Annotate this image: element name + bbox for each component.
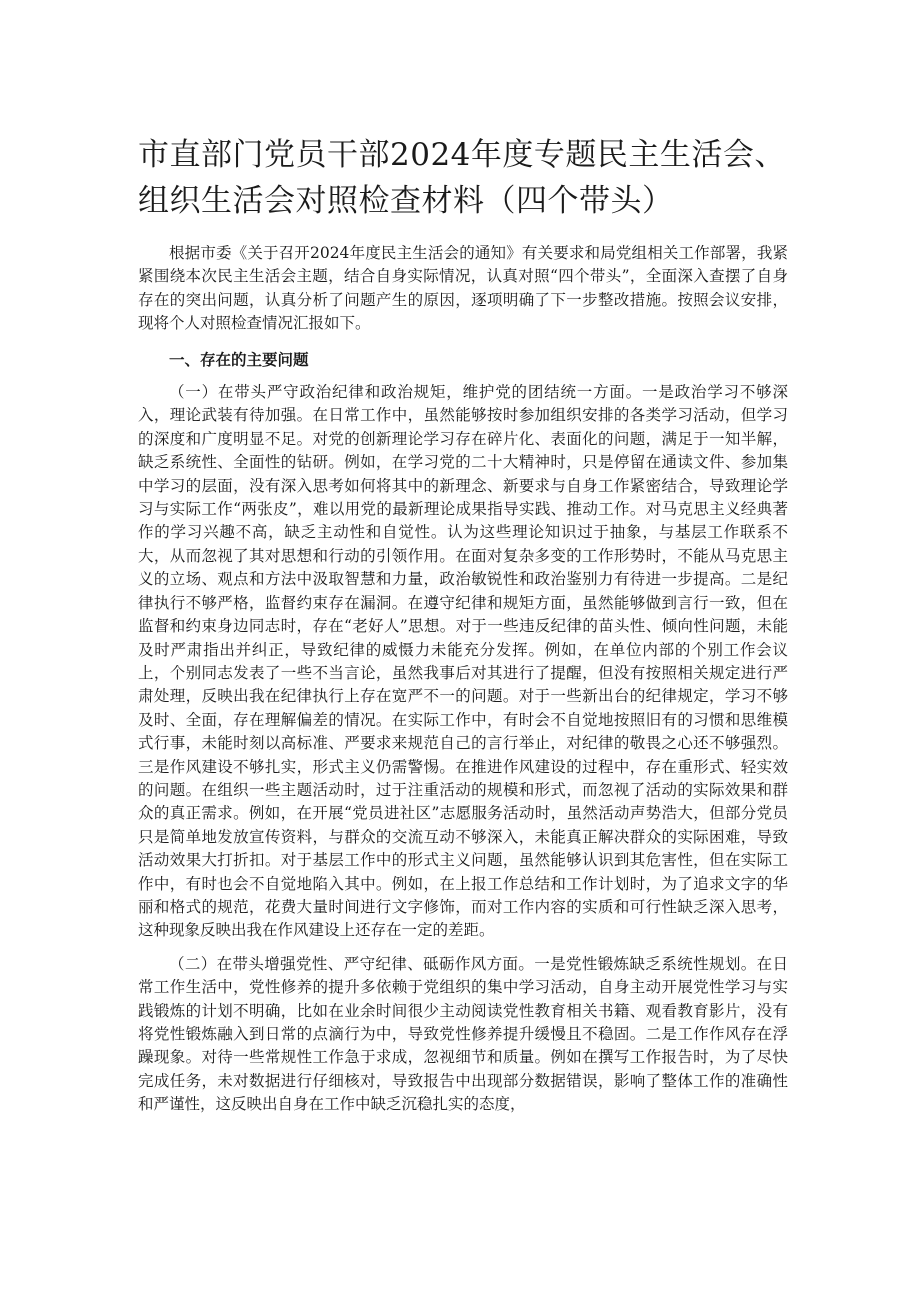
- item-2-paragraph: （二）在带头增强党性、严守纪律、砥砺作风方面。一是党性锻炼缺乏系统性规划。在日常工作生活中，党性修养的提升多依赖于党组织的集中学习活动，自身主动开展党性学习与实践锻炼的计划不明确，比如在业余时间很少主动阅读党性教育相关书籍、观看教育影片，没有将党性锻炼融入到日常的点滴行为中，导致党性修养提升缓慢且不稳固。二是工作作风存在浮躁现象。对待一些常规性工作急于求成，忽视细节和质量。例如在撰写工作报告时，为了尽快完成任务，未对数据进行仔细核对，导致报告中出现部分数据错误，影响了整体工作的准确性和严谨性，这反映出自身在工作中缺乏沉稳扎实的态度，: [138, 954, 788, 1114]
- item-1-paragraph: （一）在带头严守政治纪律和政治规矩，维护党的团结统一方面。一是政治学习不够深入，理论武装有待加强。在日常工作中，虽然能够按时参加组织安排的各类学习活动，但学习的深度和广度明显不足。对党的创新理论学习存在碎片化、表面化的问题，满足于一知半解，缺乏系统性、全面性的钻研。例如，在学习党的二十大精神时，只是停留在通读文件、参加集中学习的层面，没有深入思考如何将其中的新理念、新要求与自身工作紧密结合，导致理论学习与实际工作“两张皮”，难以用党的最新理论成果指导实践、推动工作。对马克思主义经典著作的学习兴趣不高，缺乏主动性和自觉性。认为这些理论知识过于抽象，与基层工作联系不大，从而忽视了其对思想和行动的引领作用。在面对复杂多变的工作形势时，不能从马克思主义的立场、观点和方法中汲取智慧和力量，政治敏锐性和政治鉴别力有待进一步提高。二是纪律执行不够严格，监督约束存在漏洞。在遵守纪律和规矩方面，虽然能够做到言行一致，但在监督和约束身边同志时，存在“老好人”思想。对于一些违反纪律的苗头性、倾向性问题，未能及时严肃指出并纠正，导致纪律的威慑力未能充分发挥。例如，在单位内部的个别工作会议上，个别同志发表了一些不当言论，虽然我事后对其进行了提醒，但没有按照相关规定进行严肃处理，反映出我在纪律执行上存在宽严不一的问题。对于一些新出台的纪律规定，学习不够及时、全面，存在理解偏差的情况。在实际工作中，有时会不自觉地按照旧有的习惯和思维模式行事，未能时刻以高标准、严要求来规范自己的言行举止，对纪律的敬畏之心还不够强烈。三是作风建设不够扎实，形式主义仍需警惕。在推进作风建设的过程中，存在重形式、轻实效的问题。在组织一些主题活动时，过于注重活动的规模和形式，而忽视了活动的实际效果和群众的真正需求。例如，在开展“党员进社区”志愿服务活动时，虽然活动声势浩大，但部分党员只是简单地发放宣传资料，与群众的交流互动不够深入，未能真正解决群众的实际困难，导致活动效果大打折扣。对于基层工作中的形式主义问题，虽然能够认识到其危害性，但在实际工作中，有时也会不自觉地陷入其中。例如，在上报工作总结和工作计划时，为了追求文字的华丽和格式的规范，花费大量时间进行文字修饰，而对工作内容的实质和可行性缺乏深入思考，这种现象反映出我在作风建设上还存在一定的差距。: [138, 383, 788, 940]
- section-heading: 一、存在的主要问题: [169, 349, 309, 369]
- document-title: 市直部门党员干部2024年度专题民主生活会、组织生活会对照检查材料（四个带头）: [138, 137, 786, 219]
- intro-paragraph: 根据市委《关于召开2024年度民主生活会的通知》有关要求和局党组相关工作部署，我紧紧围绕本次民主生活会主题，结合自身实际情况，认真对照“四个带头”，全面深入查摆了自身存在的突出问题，认真分析了问题产生的原因，逐项明确了下一步整改措施。按照会议安排，现将个人对照检查情况汇报如下。: [138, 244, 788, 333]
